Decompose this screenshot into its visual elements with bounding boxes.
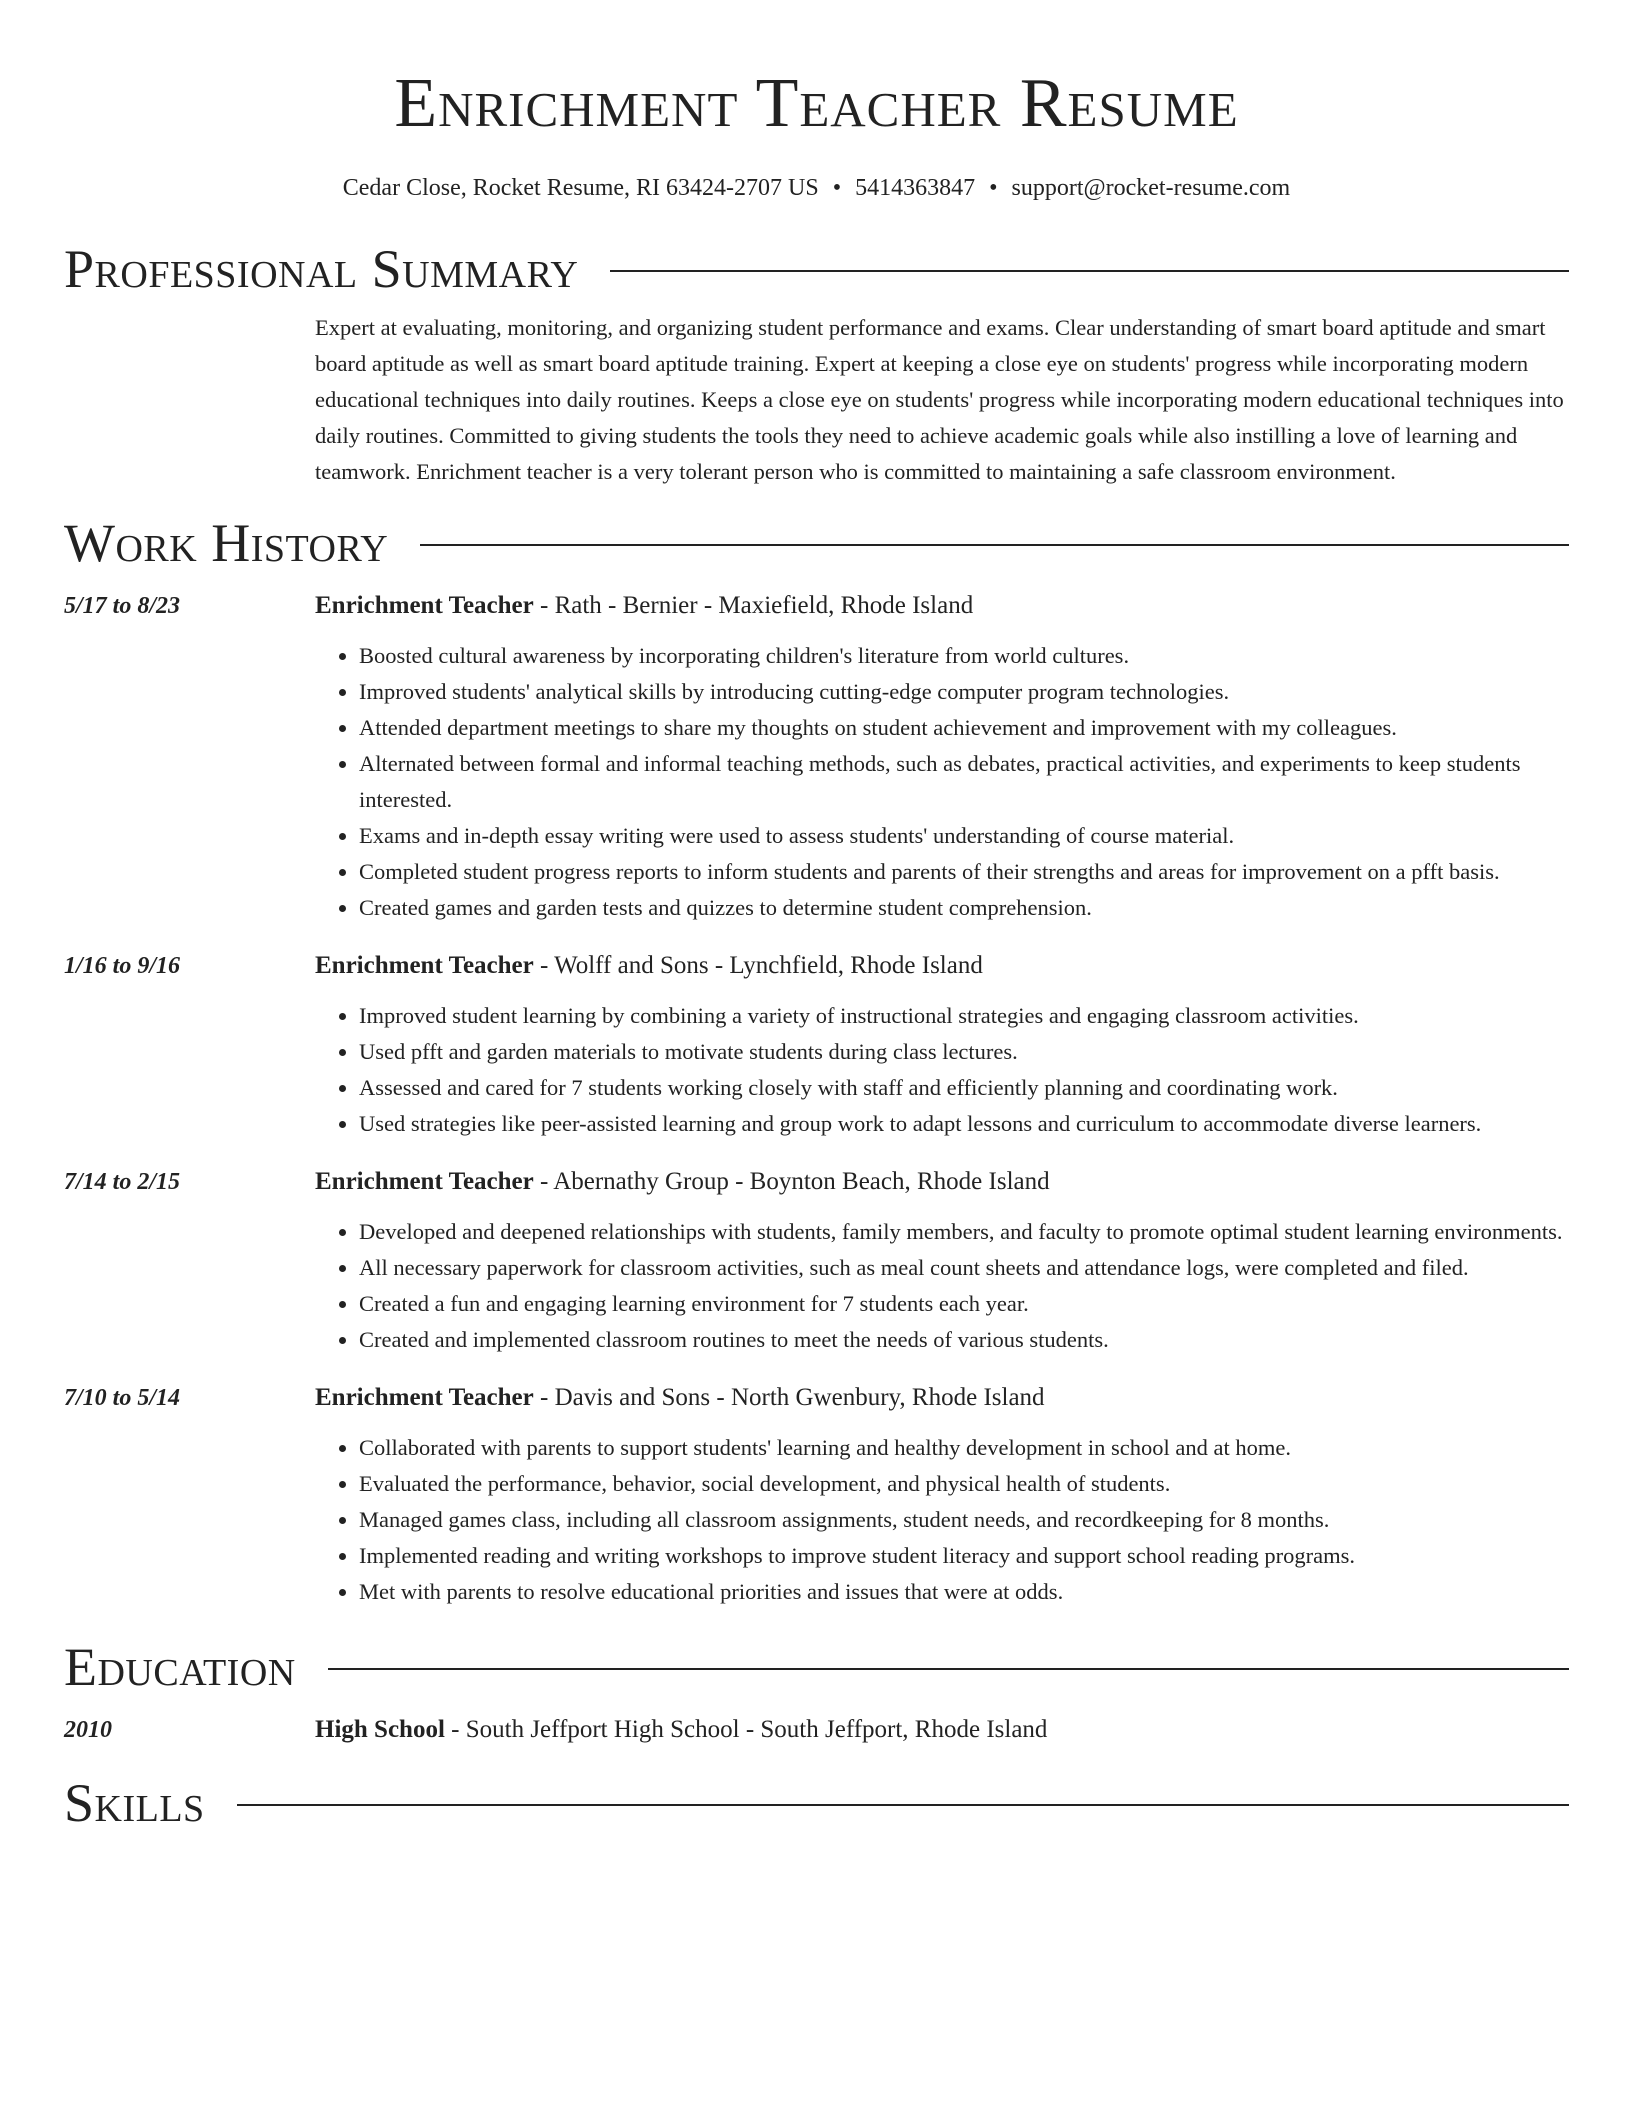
job-employer: - Wolff and Sons - Lynchfield, Rhode Island bbox=[533, 952, 983, 979]
job-bullet: • All necessary paperwork for classroom activities, such as meal count sheets and attendance logs, were completed and filed. bbox=[359, 1250, 1569, 1286]
contact-address: Cedar Close, Rocket Resume, RI 63424-2707 US bbox=[342, 175, 819, 201]
job-bullet-list bbox=[315, 1430, 1569, 1610]
resume-title: Enrichment Teacher Resume bbox=[394, 65, 1239, 142]
job-bullet: • Alternated between formal and informal teaching methods, such as debates, practical activities, and experiments to keep students interested. bbox=[359, 746, 1569, 818]
job-dates: 5/17 to 8/23 bbox=[64, 593, 181, 619]
job-bullet-list bbox=[315, 638, 1569, 926]
education-year: 2010 bbox=[64, 1717, 112, 1743]
job-dates: 7/10 to 5/14 bbox=[64, 1385, 181, 1411]
job-bullet: • Improved student learning by combining a variety of instructional strategies and engaging classroom activities. bbox=[359, 998, 1569, 1034]
education-school: - South Jeffport High School - South Jeffport, Rhode Island bbox=[444, 1716, 1048, 1743]
job-bullet-list bbox=[315, 1214, 1569, 1358]
job-title: Enrichment Teacher bbox=[315, 592, 534, 619]
job-bullet: • Assessed and cared for 7 students working closely with staff and efficiently planning and coordinating work. bbox=[359, 1070, 1569, 1106]
job-title: Enrichment Teacher bbox=[315, 1384, 534, 1411]
section-title: Work History bbox=[64, 513, 389, 573]
job-heading bbox=[315, 588, 1569, 624]
job-bullet: • Attended department meetings to share my thoughts on student achievement and improvement with my colleagues. bbox=[359, 710, 1569, 746]
section-divider bbox=[328, 1668, 1569, 1670]
job-bullet: • Used pfft and garden materials to motivate students during class lectures. bbox=[359, 1034, 1569, 1070]
job-bullet: • Exams and in-depth essay writing were used to assess students' understanding of course material. bbox=[359, 818, 1569, 854]
job-bullet: • Created games and garden tests and quizzes to determine student comprehension. bbox=[359, 890, 1569, 926]
job-bullet: • Collaborated with parents to support students' learning and healthy development in school and at home. bbox=[359, 1430, 1569, 1466]
section-header-education bbox=[64, 1636, 1569, 1698]
section-divider bbox=[420, 544, 1569, 546]
work-history-list bbox=[64, 588, 1569, 1610]
section-title: Skills bbox=[64, 1773, 205, 1833]
job-bullet: • Created a fun and engaging learning environment for 7 students each year. bbox=[359, 1286, 1569, 1322]
job-bullet: • Boosted cultural awareness by incorporating children's literature from world cultures. bbox=[359, 638, 1569, 674]
education-degree: High School bbox=[315, 1716, 445, 1743]
resume-page bbox=[64, 0, 1569, 1834]
job-bullet: • Managed games class, including all classroom assignments, student needs, and recordkeeping for 8 months. bbox=[359, 1502, 1569, 1538]
job-bullet: • Developed and deepened relationships with students, family members, and faculty to promote optimal student learning environments. bbox=[359, 1214, 1569, 1250]
section-header-skills bbox=[64, 1772, 1569, 1834]
education-heading bbox=[315, 1712, 1569, 1748]
contact-phone: 5414363847 bbox=[855, 175, 976, 201]
job-body bbox=[315, 948, 1569, 1142]
contact-line bbox=[64, 172, 1569, 204]
contact-separator: • bbox=[832, 175, 842, 201]
contact-email: support@rocket-resume.com bbox=[1011, 175, 1291, 201]
job-entry bbox=[64, 588, 1569, 926]
education-entry bbox=[64, 1712, 1569, 1748]
job-bullet: • Met with parents to resolve educational priorities and issues that were at odds. bbox=[359, 1574, 1569, 1610]
job-title: Enrichment Teacher bbox=[315, 1168, 534, 1195]
section-header-summary bbox=[64, 238, 1569, 300]
job-bullet-list bbox=[315, 998, 1569, 1142]
job-body bbox=[315, 1380, 1569, 1610]
job-entry bbox=[64, 948, 1569, 1142]
job-body bbox=[315, 1164, 1569, 1358]
job-heading bbox=[315, 1380, 1569, 1416]
job-employer: - Abernathy Group - Boynton Beach, Rhode Island bbox=[533, 1168, 1050, 1195]
education-list bbox=[64, 1712, 1569, 1748]
section-title: Education bbox=[64, 1637, 296, 1697]
job-employer: - Rath - Bernier - Maxiefield, Rhode Island bbox=[533, 592, 974, 619]
job-entry bbox=[64, 1164, 1569, 1358]
job-bullet: • Used strategies like peer-assisted learning and group work to adapt lessons and curriculum to accommodate diverse learners. bbox=[359, 1106, 1569, 1142]
job-heading bbox=[315, 948, 1569, 984]
section-header-work bbox=[64, 512, 1569, 574]
job-bullet: • Completed student progress reports to inform students and parents of their strengths and areas for improvement on a pfft basis. bbox=[359, 854, 1569, 890]
job-bullet: • Evaluated the performance, behavior, social development, and physical health of students. bbox=[359, 1466, 1569, 1502]
job-body bbox=[315, 588, 1569, 926]
job-title: Enrichment Teacher bbox=[315, 952, 534, 979]
job-dates: 1/16 to 9/16 bbox=[64, 953, 181, 979]
job-heading bbox=[315, 1164, 1569, 1200]
job-bullet: • Improved students' analytical skills by introducing cutting-edge computer program technologies. bbox=[359, 674, 1569, 710]
job-entry bbox=[64, 1380, 1569, 1610]
job-dates: 7/14 to 2/15 bbox=[64, 1169, 181, 1195]
contact-separator: • bbox=[989, 175, 998, 201]
job-bullet: • Created and implemented classroom routines to meet the needs of various students. bbox=[359, 1322, 1569, 1358]
section-title: Professional Summary bbox=[64, 239, 579, 299]
section-divider bbox=[610, 270, 1569, 272]
summary-text: Expert at evaluating, monitoring, and organizing student performance and exams. Clear understanding of smart board aptitude and smart board aptitude as well as smart board aptitude training. Expert at keeping a close eye on students' progress while incorporating modern educational techniques into daily routines. Keeps a close eye on students' progress while incorporating modern educational techniques into daily routines. Committed to giving students the tools they need to achieve academic goals while also instilling a love of learning and teamwork. Enrichment teacher is a very tolerant person who is committed to maintaining a safe classroom environment. bbox=[315, 315, 1564, 484]
job-bullet: • Implemented reading and writing workshops to improve student literacy and support school reading programs. bbox=[359, 1538, 1569, 1574]
job-employer: - Davis and Sons - North Gwenbury, Rhode Island bbox=[533, 1384, 1045, 1411]
section-divider bbox=[237, 1804, 1569, 1806]
